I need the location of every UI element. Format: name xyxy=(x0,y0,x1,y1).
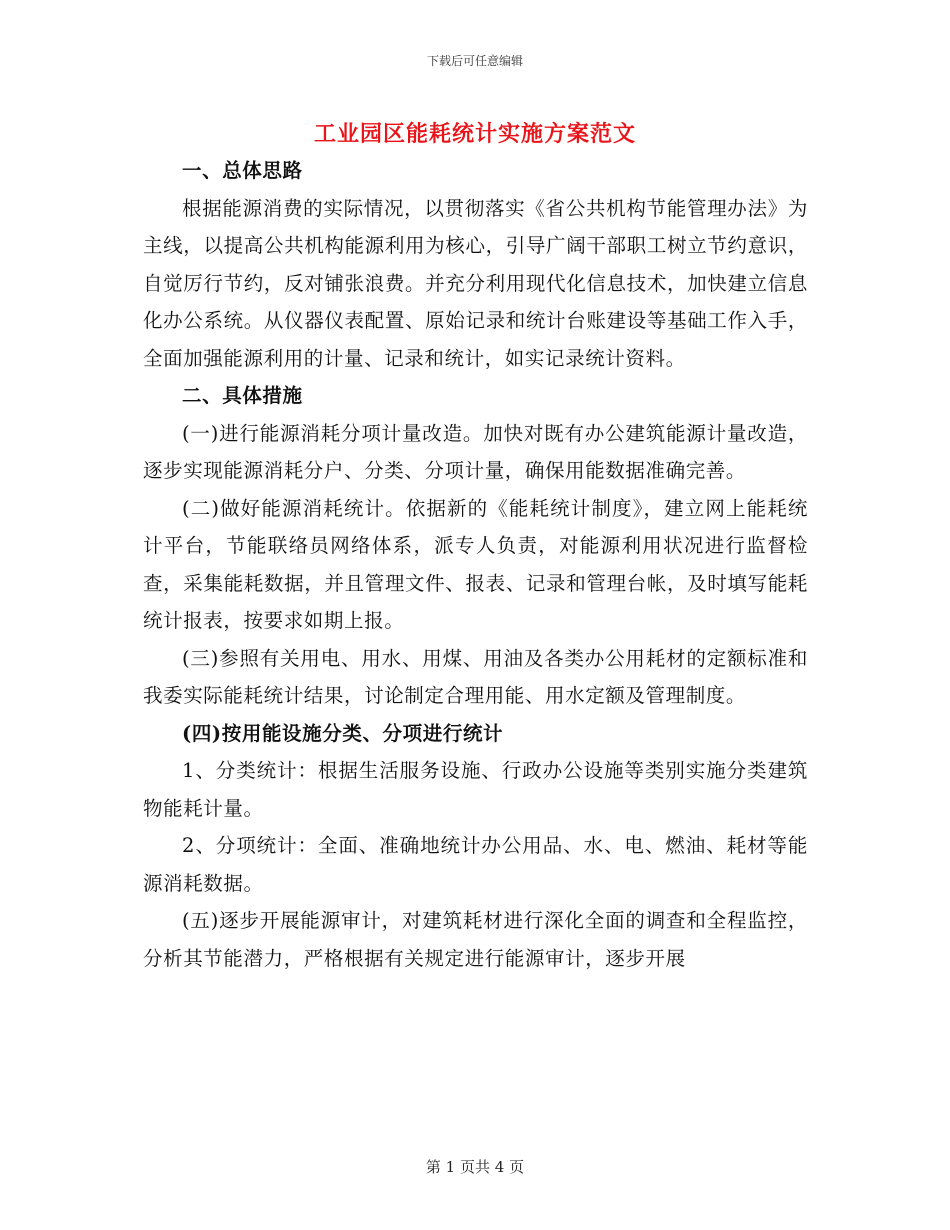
item-2-paragraph: 2、分项统计：全面、准确地统计办公用品、水、电、燃油、耗材等能源消耗数据。 xyxy=(143,834,808,895)
header-note: 下载后可任意编辑 xyxy=(426,54,523,68)
measure-1-paragraph: (一)进行能源消耗分项计量改造。加快对既有办公建筑能源计量改造，逐步实现能源消耗分户、分类、分项计量，确保用能数据准确完善。 xyxy=(143,421,808,482)
item-1-paragraph: 1、分类统计：根据生活服务设施、行政办公设施等类别实施分类建筑物能耗计量。 xyxy=(143,759,808,820)
document-title: 工业园区能耗统计实施方案范文 xyxy=(313,121,636,147)
section1-paragraph: 根据能源消费的实际情况，以贯彻落实《省公共机构节能管理办法》为主线，以提高公共机构能源利用为核心，引导广阔干部职工树立节约意识，自觉厉行节约，反对铺张浪费。并充分利用现代化信息技术，加快建立信息化办公系统。从仪器仪表配置、原始记录和统计台账建设等基础工作入手，全面加强能源利用的计量、记录和统计，如实记录统计资料。 xyxy=(143,196,808,370)
measure-5-paragraph: (五)逐步开展能源审计，对建筑耗材进行深化全面的调查和全程监控，分析其节能潜力，严格根据有关规定进行能源审计，逐步开展 xyxy=(143,909,808,970)
measure-2-paragraph: (二)做好能源消耗统计。依据新的《能耗统计制度》，建立网上能耗统计平台，节能联络员网络体系，派专人负责，对能源利用状况进行监督检查，采集能耗数据，并且管理文件、报表、记录和管理台帐，及时填写能耗统计报表，按要求如期上报。 xyxy=(143,496,808,632)
measure-4-heading: (四)按用能设施分类、分项进行统计 xyxy=(182,721,504,745)
measure-3-paragraph: (三)参照有关用电、用水、用煤、用油及各类办公用耗材的定额标准和我委实际能耗统计结果，讨论制定合理用能、用水定额及管理制度。 xyxy=(143,646,808,707)
page-number: 第 1 页共 4 页 xyxy=(425,1158,525,1176)
document-body xyxy=(143,152,808,977)
section1-heading: 一、总体思路 xyxy=(182,159,303,182)
section2-heading: 二、具体措施 xyxy=(182,384,303,407)
